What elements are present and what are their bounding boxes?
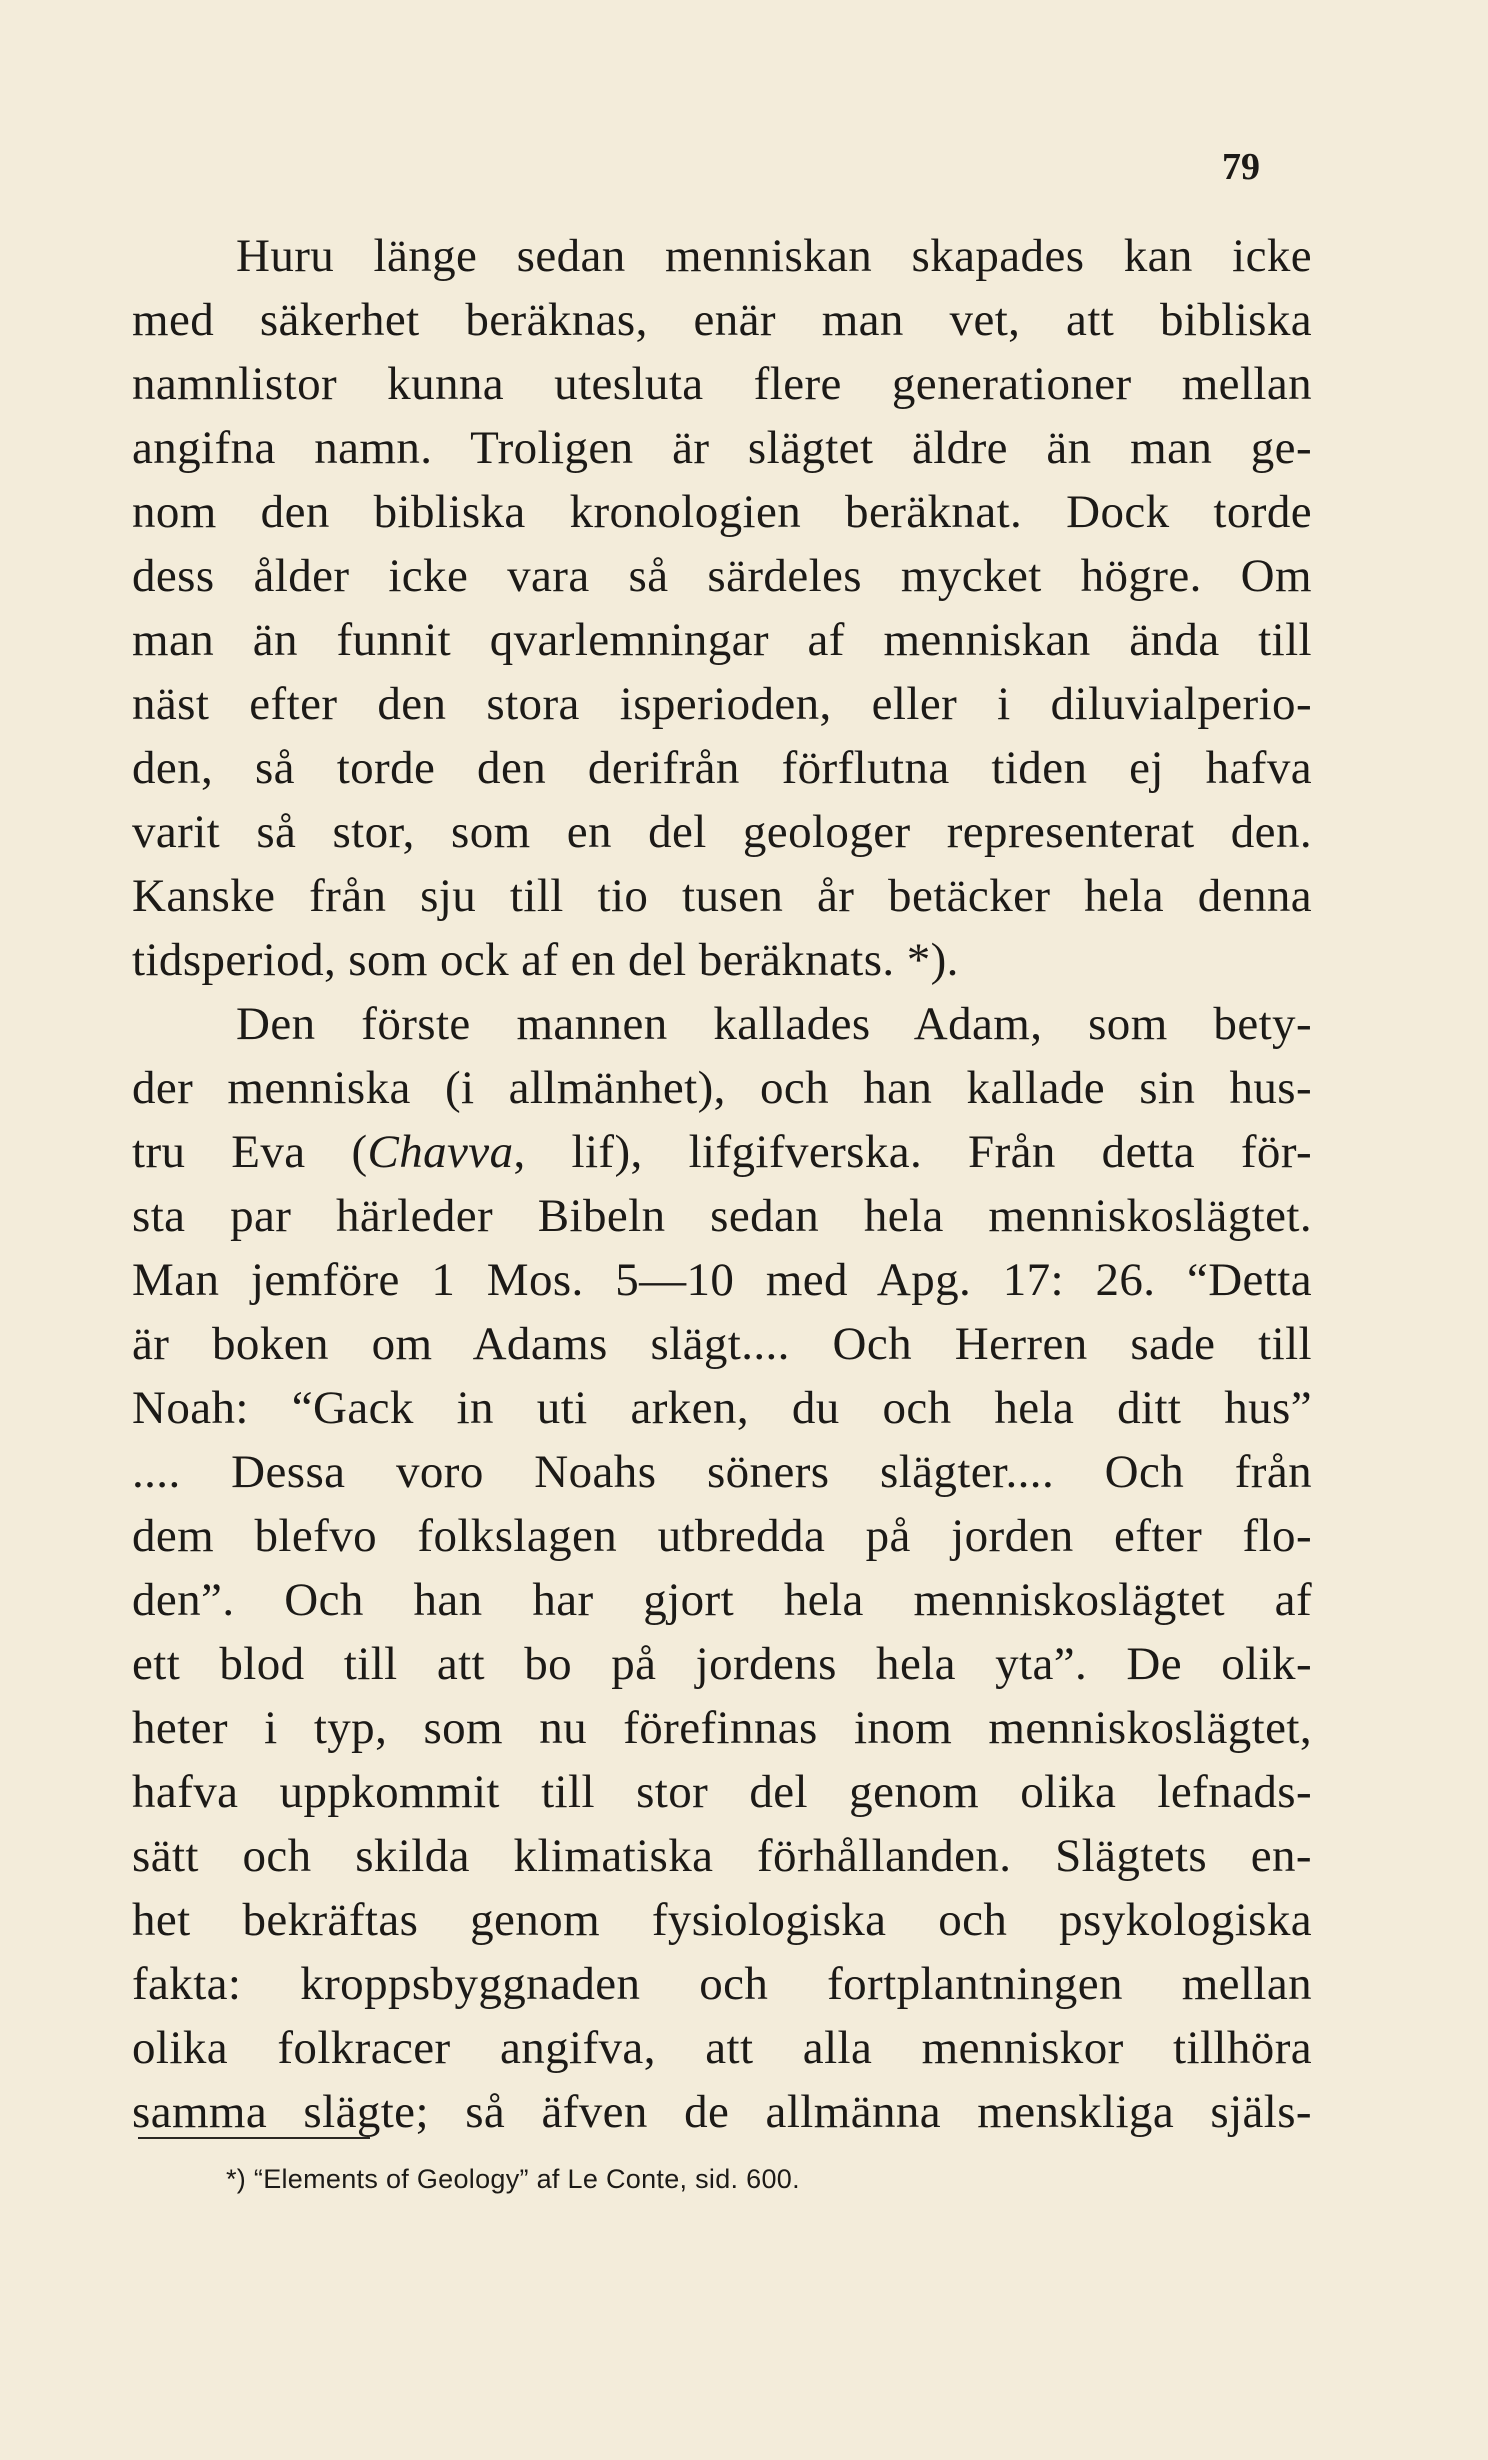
text-line: Kanske från sju till tio tusen år betäcker hela denna bbox=[132, 870, 1312, 922]
text-line: den, så torde den derifrån förflutna tiden ej hafva bbox=[132, 742, 1312, 794]
text-line: namnlistor kunna utesluta flere generationer mellan bbox=[132, 358, 1312, 410]
text-line: den”. Och han har gjort hela menniskoslägtet af bbox=[132, 1574, 1312, 1626]
text-line: angifna namn. Troligen är slägtet äldre än man ge- bbox=[132, 422, 1312, 474]
text-line: Huru länge sedan menniskan skapades kan icke bbox=[236, 230, 1312, 282]
text-line: näst efter den stora isperioden, eller i diluvialperio- bbox=[132, 678, 1312, 730]
text-line: .... Dessa voro Noahs söners slägter.... Och från bbox=[132, 1446, 1312, 1498]
text-line: sta par härleder Bibeln sedan hela menniskoslägtet. bbox=[132, 1190, 1312, 1242]
text-line: Den förste mannen kallades Adam, som bety- bbox=[236, 998, 1312, 1050]
footnote-divider bbox=[138, 2137, 370, 2139]
footnote: *) “Elements of Geology” af Le Conte, sid. 600. bbox=[226, 2164, 800, 2194]
text-line: varit så stor, som en del geologer representerat den. bbox=[132, 806, 1312, 858]
text-line: dess ålder icke vara så särdeles mycket högre. Om bbox=[132, 550, 1312, 602]
text-line: het bekräftas genom fysiologiska och psykologiska bbox=[132, 1894, 1312, 1946]
text-line: heter i typ, som nu förefinnas inom menniskoslägtet, bbox=[132, 1702, 1312, 1754]
text-line: tidsperiod, som ock af en del beräknats. *). bbox=[132, 934, 959, 986]
text-line: man än funnit qvarlemningar af menniskan ända till bbox=[132, 614, 1312, 666]
text-line: sätt och skilda klimatiska förhållanden. Slägtets en- bbox=[132, 1830, 1312, 1882]
text-line: Noah: “Gack in uti arken, du och hela ditt hus” bbox=[132, 1382, 1312, 1434]
text-line: dem blefvo folkslagen utbredda på jorden efter flo- bbox=[132, 1510, 1312, 1562]
text-line: olika folkracer angifva, att alla menniskor tillhöra bbox=[132, 2022, 1312, 2074]
text-line: är boken om Adams slägt.... Och Herren sade till bbox=[132, 1318, 1312, 1370]
text-line: Man jemföre 1 Mos. 5—10 med Apg. 17: 26. “Detta bbox=[132, 1254, 1312, 1306]
page-number: 79 bbox=[1222, 146, 1260, 188]
body-text bbox=[132, 224, 1312, 2144]
text-line: hafva uppkommit till stor del genom olika lefnads- bbox=[132, 1766, 1312, 1818]
text-line: ett blod till att bo på jordens hela yta”. De olik- bbox=[132, 1638, 1312, 1690]
text-segment: , lif), lifgifverska. Från detta för- bbox=[513, 1126, 1312, 1178]
text-line: der menniska (i allmänhet), och han kallade sin hus- bbox=[132, 1062, 1312, 1114]
text-line-with-italic bbox=[132, 1120, 1312, 1184]
italic-word: Chavva bbox=[367, 1126, 514, 1178]
text-line: nom den bibliska kronologien beräknat. Dock torde bbox=[132, 486, 1312, 538]
text-segment: tru Eva ( bbox=[132, 1126, 368, 1178]
text-line: fakta: kroppsbyggnaden och fortplantningen mellan bbox=[132, 1958, 1312, 2010]
text-line: samma slägte; så äfven de allmänna menskliga själs- bbox=[132, 2086, 1312, 2138]
text-line: med säkerhet beräknas, enär man vet, att bibliska bbox=[132, 294, 1312, 346]
